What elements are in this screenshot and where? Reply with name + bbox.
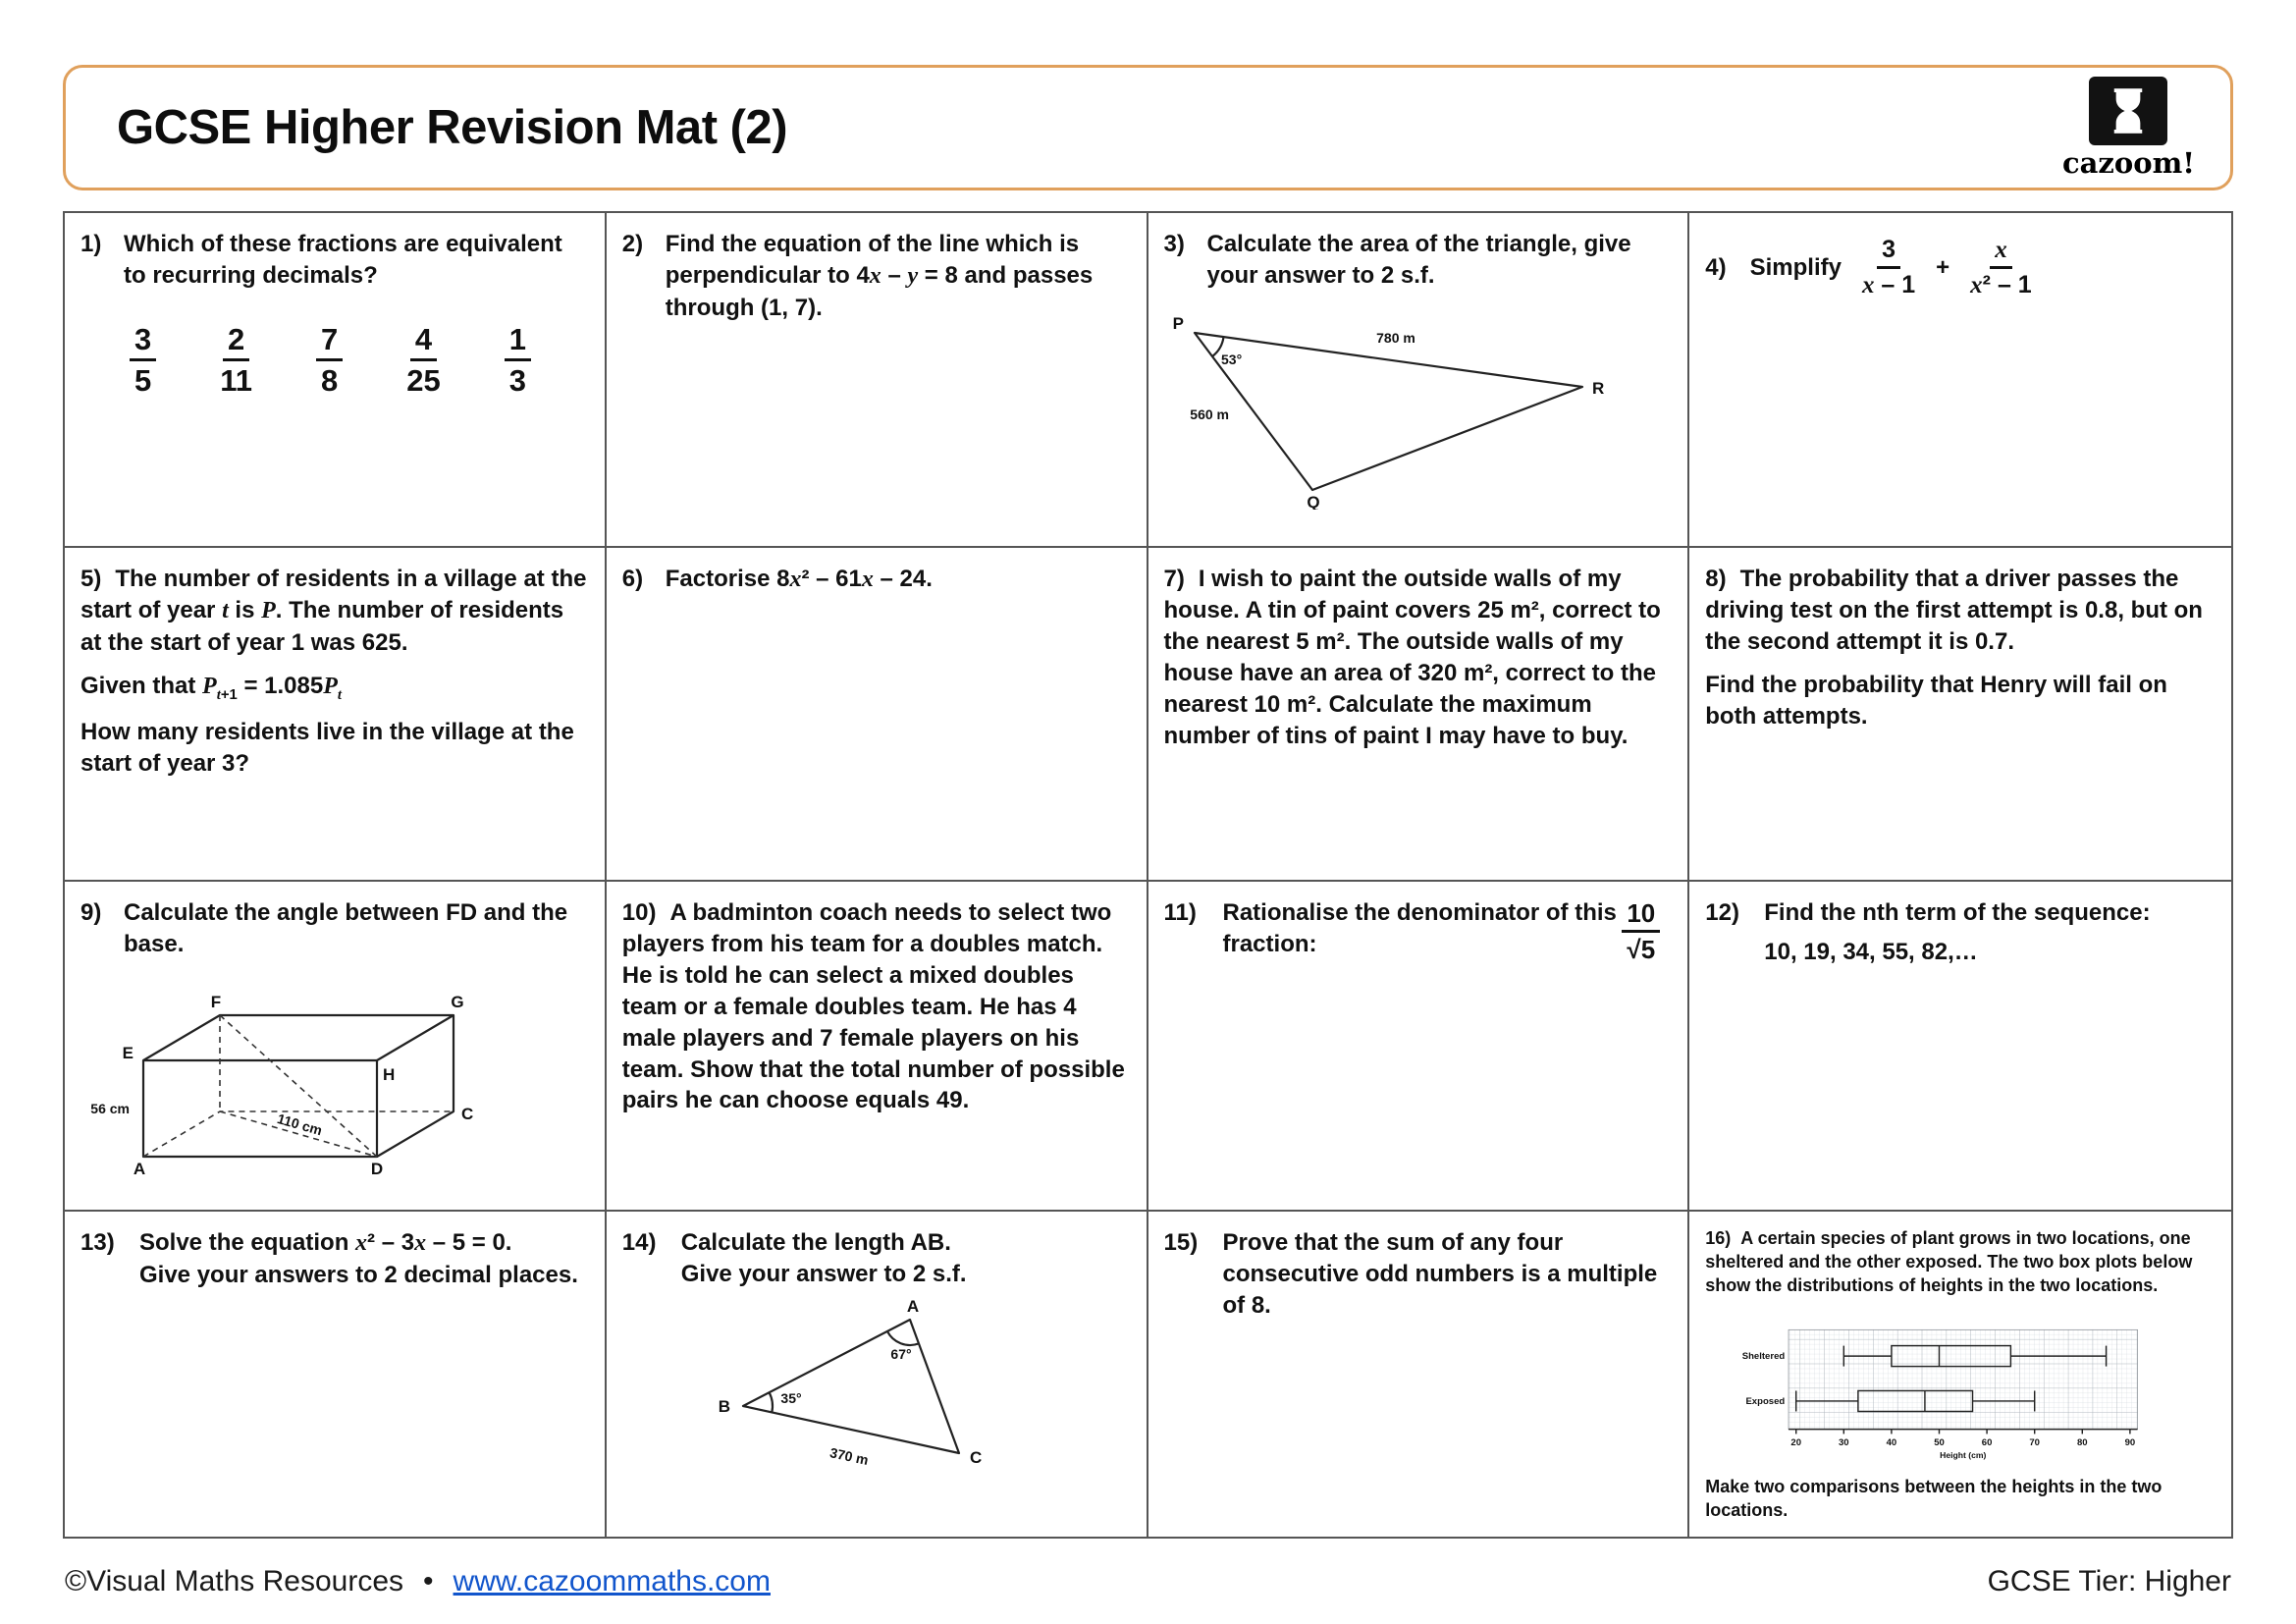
cuboid-diagram [82, 970, 534, 1181]
height-label: 56 cm [90, 1100, 130, 1116]
question-text [622, 229, 1131, 324]
footer [65, 1565, 2231, 1598]
vertex-d-label: D [370, 1159, 384, 1178]
vertex-f-label: F [210, 992, 222, 1011]
triangle-outline [1195, 333, 1582, 490]
question-body: A certain species of plant grows in two locations, one sheltered and the other exposed. The two box plots below show the distributions of heights in the two locations. [1705, 1228, 2193, 1295]
question-number: 9) [80, 899, 102, 926]
angle-b-label: 35° [780, 1389, 802, 1406]
question-text [80, 229, 589, 292]
fraction-denominator: 11 [220, 363, 253, 399]
angle-a-label: 67° [890, 1345, 912, 1362]
question-body: Calculate the length AB. Give your answer to 2 s.f. [680, 1229, 967, 1287]
question-cell-4 [1689, 213, 2231, 548]
question-number: 10) [621, 899, 657, 926]
tick-label: 50 [1934, 1437, 1946, 1449]
side-pq-label: 560 m [1189, 406, 1229, 422]
question-body: The probability that a driver passes the driving test on the first attempt is 0.8, but on the second attempt it is 0.7. [1705, 566, 2203, 655]
triangle-abc-diagram [709, 1298, 1023, 1480]
vertex-q-label: Q [1306, 492, 1320, 510]
copyright-text: ©Visual Maths Resources [65, 1565, 404, 1597]
question-body: Calculate the angle between FD and the base. [124, 899, 568, 957]
fraction [505, 323, 531, 398]
vertex-a-label: A [906, 1297, 919, 1316]
fraction-denominator: √5 [1627, 935, 1656, 965]
tick-label: 30 [1839, 1437, 1849, 1449]
question-body: Find the equation of the line which is perpendicular to 4x – y = 8 and passes through (1, 7). [665, 231, 1094, 321]
fraction-denominator: x² – 1 [1970, 271, 2032, 298]
question-number: 6) [621, 566, 644, 592]
side-pr-label: 780 m [1375, 329, 1415, 346]
question-number: 3) [1163, 231, 1185, 257]
vertex-b-label: B [718, 1396, 730, 1416]
vertex-c-label: C [969, 1447, 983, 1467]
tier-label: GCSE Tier: Higher [1987, 1565, 2231, 1597]
header [63, 65, 2233, 190]
question-cell-10 [607, 882, 1148, 1212]
question-text [1705, 564, 2216, 658]
side-bc-label: 370 m [828, 1443, 870, 1468]
question-number: 12) [1705, 899, 1739, 926]
logo-wordmark: cazoom! [2061, 145, 2195, 180]
question-body: I wish to paint the outside walls of my house. A tin of paint covers 25 m², correct to the nearest 5 m². The outside walls of my house have an area of 320 m², correct to the nearest 10 m². Calculate the maximum number of tins of paint I may have to buy. [1163, 566, 1661, 749]
cuboid-top-face [143, 1015, 454, 1060]
fraction [1622, 899, 1660, 963]
hourglass-icon [2089, 77, 2167, 145]
question-text [1164, 1227, 1673, 1322]
axis-title: Height (cm) [1940, 1450, 1987, 1461]
question-prompt: Make two comparisons between the heights in the two locations. [1705, 1477, 2163, 1520]
question-body: The number of residents in a village at the start of year t is P. The number of residents at the start of year 1 was 625. [80, 566, 587, 656]
fraction-denominator: x – 1 [1861, 271, 1916, 298]
question-cell-11 [1148, 882, 1690, 1212]
question-cell-13 [65, 1212, 607, 1537]
fraction [316, 323, 343, 398]
fd-diagonal [220, 1015, 377, 1157]
tick-label: 90 [2124, 1437, 2136, 1449]
cuboid-front-face [143, 1060, 377, 1157]
question-cell-12 [1689, 882, 2231, 1212]
question-grid [63, 211, 2233, 1539]
question-body: Factorise 8x² – 61x – 24. [665, 566, 933, 592]
boxplot-chart [1727, 1315, 2149, 1465]
question-number: 11) [1163, 899, 1197, 926]
question-number: 8) [1705, 566, 1727, 592]
vertex-g-label: G [451, 992, 464, 1011]
fraction-denominator: 5 [134, 363, 152, 399]
fraction-numerator: 7 [316, 323, 343, 361]
question-cell-16 [1689, 1212, 2231, 1537]
bullet-separator: • [423, 1565, 434, 1597]
page-title: GCSE Higher Revision Mat (2) [117, 101, 788, 154]
fraction [401, 323, 445, 398]
question-cell-3 [1148, 213, 1690, 548]
question-body: Find the nth term of the sequence: [1764, 899, 2151, 926]
fraction-numerator: 10 [1622, 899, 1660, 933]
triangle-outline [743, 1320, 959, 1453]
fraction-numerator: x [1990, 237, 2012, 269]
question-number: 5) [80, 566, 102, 592]
question-text [1164, 897, 1673, 963]
tick-label: 80 [2077, 1437, 2088, 1449]
question-text [622, 564, 1131, 596]
tick-label: 70 [2029, 1437, 2041, 1449]
plus-sign: + [1936, 253, 1950, 281]
vertex-p-label: P [1172, 313, 1184, 333]
fraction [130, 323, 156, 398]
fraction-numerator: 4 [410, 323, 437, 361]
question-text [1705, 237, 2216, 298]
fraction-numerator: 1 [505, 323, 531, 361]
series-label: Sheltered [1741, 1351, 1786, 1363]
question-text [622, 897, 1131, 1116]
diagonal-label: 110 cm [275, 1110, 325, 1139]
question-text [622, 1227, 1131, 1290]
question-cell-2 [607, 213, 1148, 548]
question-number: 13) [80, 1229, 115, 1256]
fraction-numerator: 3 [130, 323, 156, 361]
question-cell-14 [607, 1212, 1148, 1537]
iqr-box [1858, 1391, 1973, 1412]
question-text [1705, 1227, 2216, 1297]
fraction-numerator: 2 [223, 323, 249, 361]
question-prompt: How many residents live in the village at the start of year 3? [80, 719, 574, 778]
fraction [215, 323, 257, 398]
question-cell-6 [607, 548, 1148, 882]
fraction [1857, 237, 1920, 298]
question-formula: Given that $P_{t+1} = 1.085P_t$ [80, 672, 343, 703]
question-text [80, 564, 589, 659]
tick-label: 20 [1790, 1437, 1802, 1449]
question-number: 7) [1163, 566, 1185, 592]
cuboid-right-edges [377, 1015, 454, 1157]
question-text [1164, 564, 1673, 751]
triangle-pqr-diagram [1170, 303, 1631, 510]
fraction-numerator: 3 [1877, 237, 1900, 269]
iqr-box [1892, 1346, 2010, 1367]
question-number: 15) [1163, 1229, 1199, 1256]
question-text [80, 897, 589, 960]
question-number: 4) [1705, 253, 1727, 281]
grid-coarse [1789, 1330, 2137, 1430]
question-prompt: Find the probability that Henry will fail on both attempts. [1705, 671, 2167, 730]
question-body: Prove that the sum of any four consecutive odd numbers is a multiple of 8. [1222, 1229, 1658, 1319]
question-body: Rationalise the denominator of this fraction: [1222, 899, 1617, 957]
sequence-values: 10, 19, 34, 55, 82,… [1764, 938, 1978, 965]
question-number: 16) [1705, 1228, 1732, 1248]
fraction [1965, 237, 2037, 298]
angle-arc-b [769, 1392, 772, 1412]
vertex-a-label: A [133, 1159, 146, 1178]
question-cell-15 [1148, 1212, 1690, 1537]
fraction-denominator: 8 [321, 363, 339, 399]
question-number: 1) [80, 231, 102, 257]
question-cell-1 [65, 213, 607, 548]
question-body: Which of these fractions are equivalent to recurring decimals? [124, 231, 562, 289]
question-body: Simplify [1749, 253, 1842, 281]
vertex-r-label: R [1591, 378, 1604, 398]
vertex-h-label: H [383, 1064, 396, 1084]
angle-p-label: 53° [1220, 351, 1242, 367]
question-body: Calculate the area of the triangle, give your answer to 2 s.f. [1206, 231, 1631, 289]
question-cell-9 [65, 882, 607, 1212]
fractions-row [130, 323, 589, 398]
footer-left [65, 1565, 771, 1598]
question-cell-5 [65, 548, 607, 882]
question-body: Solve the equation x² – 3x – 5 = 0. Give your answers to 2 decimal places. [139, 1229, 578, 1288]
series-label: Exposed [1745, 1396, 1786, 1408]
question-text [80, 1227, 589, 1291]
question-number: 2) [621, 231, 644, 257]
fraction-denominator: 25 [406, 363, 441, 399]
question-cell-7 [1148, 548, 1690, 882]
cazoom-logo [2062, 77, 2195, 180]
tick-label: 40 [1886, 1437, 1897, 1449]
question-number: 14) [621, 1229, 657, 1256]
question-text [1164, 229, 1673, 292]
vertex-e-label: E [122, 1043, 133, 1062]
vertex-c-label: C [461, 1104, 474, 1123]
fraction-denominator: 3 [508, 363, 527, 399]
cazoommaths-link[interactable]: www.cazoommaths.com [453, 1565, 771, 1597]
question-cell-8 [1689, 548, 2231, 882]
question-body: A badminton coach needs to select two players from his team for a doubles match. He is told he can select a mixed doubles team or a female doubles team. He has 4 male players and 7 female players on his team. Show that the total number of possible pairs he can choose equals 49. [621, 899, 1125, 1114]
tick-label: 60 [1982, 1437, 1993, 1449]
question-text [1705, 897, 2216, 929]
